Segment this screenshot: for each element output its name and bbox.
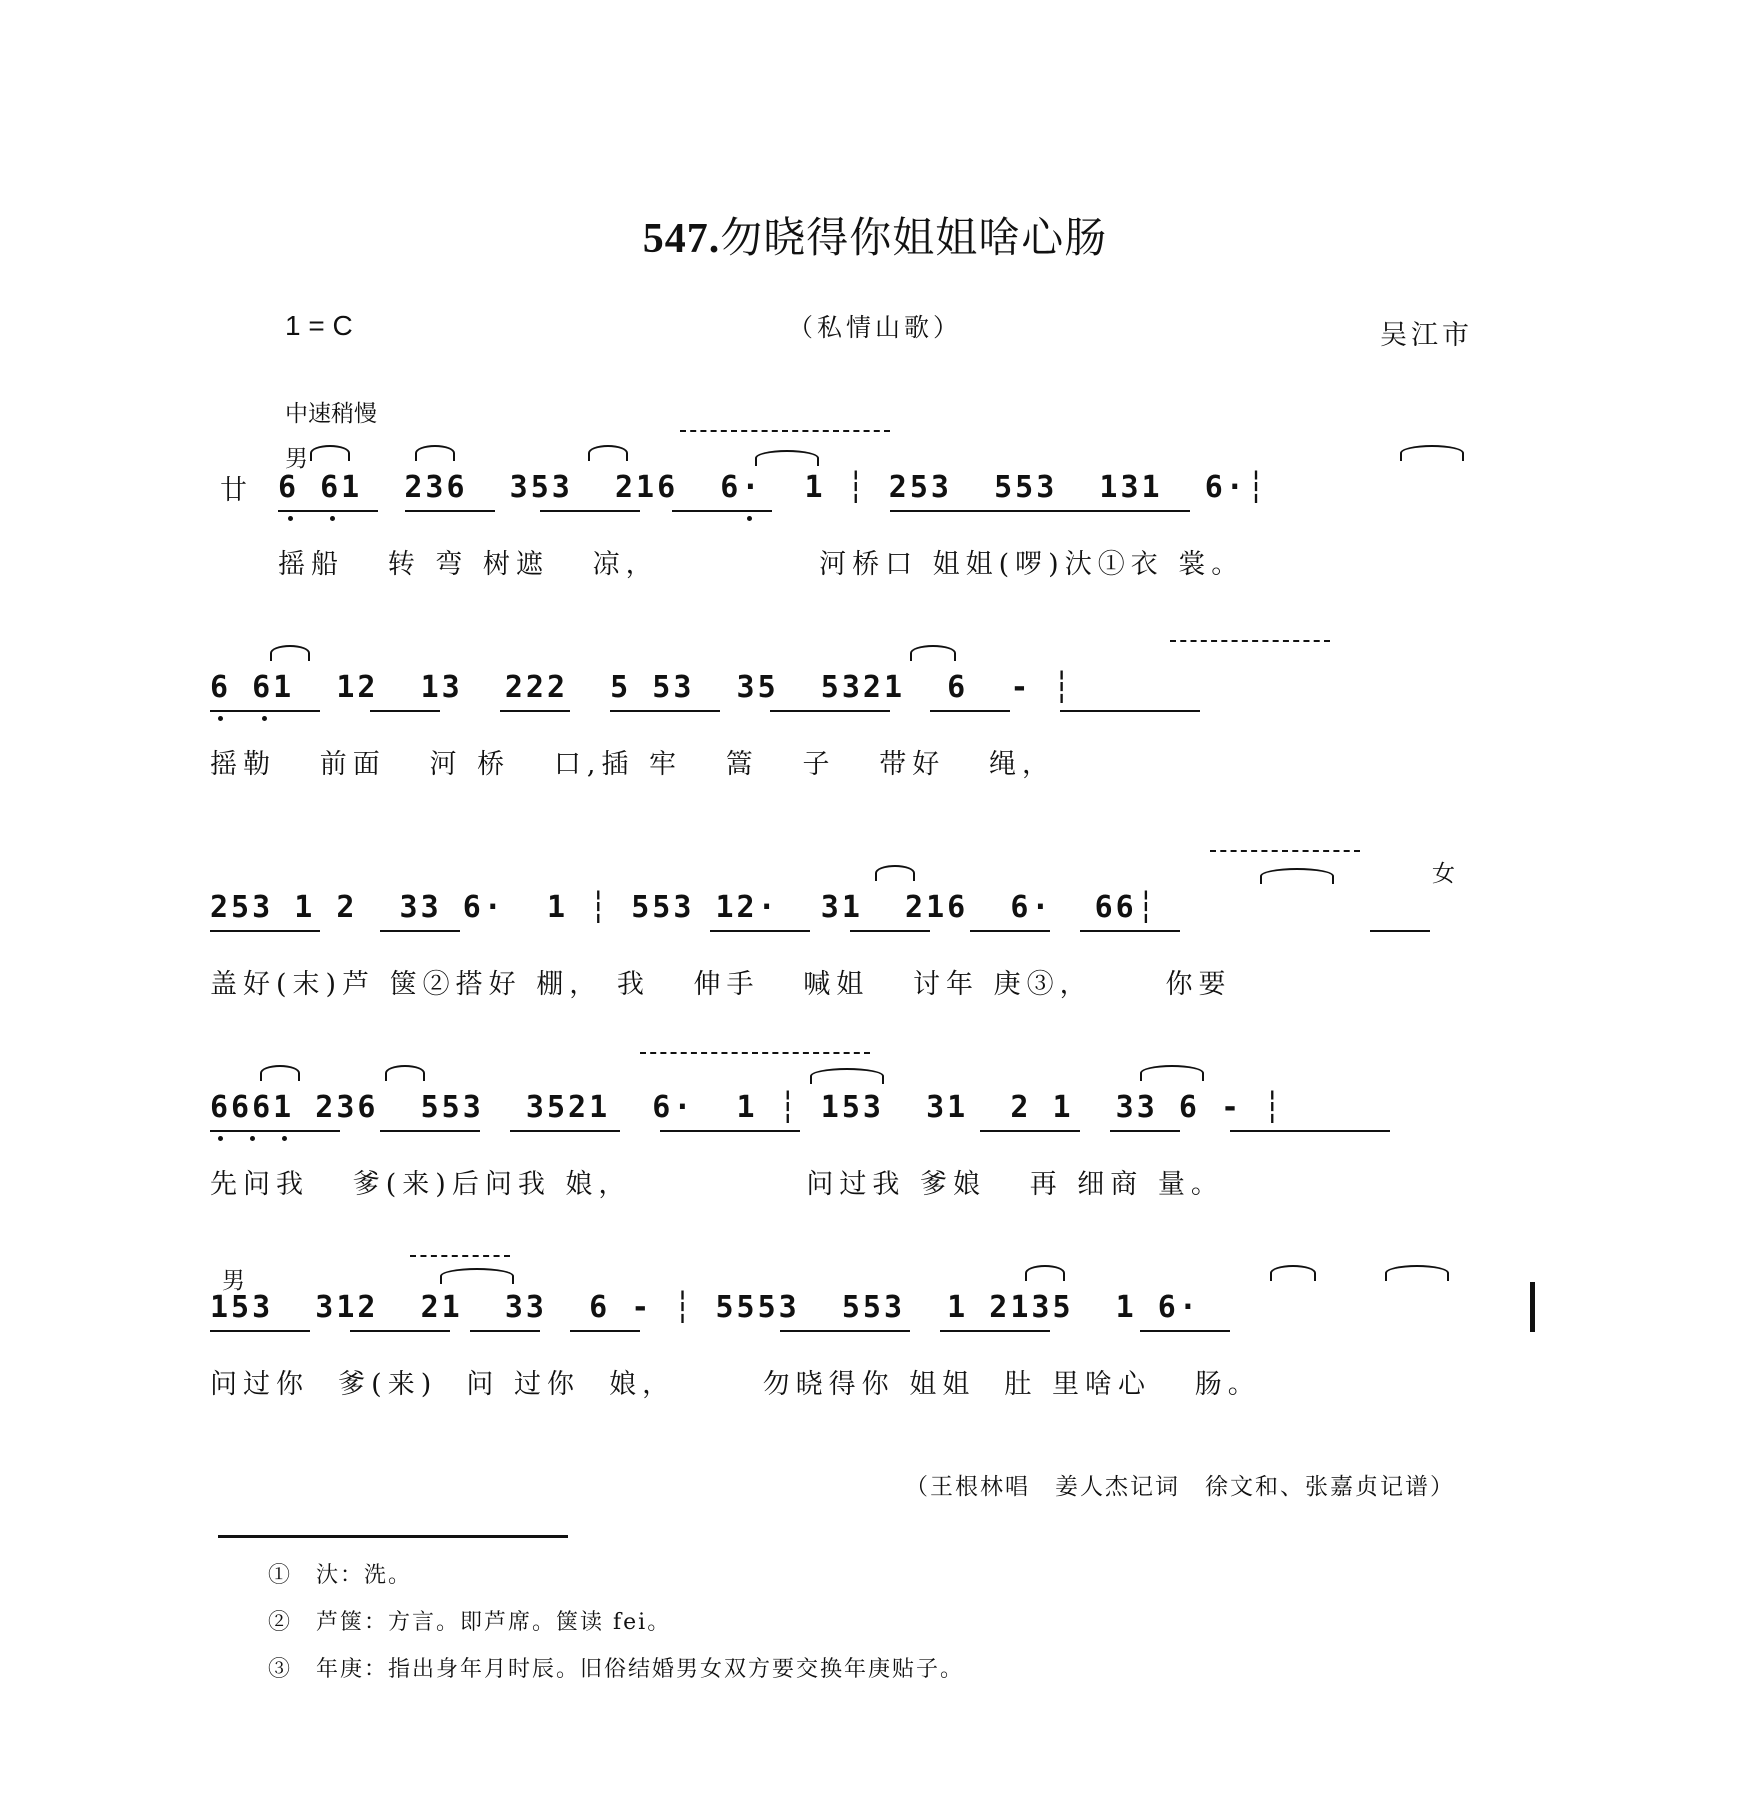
- beam: [930, 710, 1010, 712]
- region-label: 吴江市: [1380, 320, 1473, 351]
- music-system-5: [210, 1290, 1540, 1440]
- beam: [672, 510, 772, 512]
- beam: [350, 1330, 450, 1332]
- slur: [440, 1268, 514, 1284]
- footnote-1: ① 汏：洗。: [268, 1563, 413, 1588]
- lyrics-line: 问过你 爹(来) 问 过你 娘， 勿晓得你 姐姐 肚 里啥心 肠。: [210, 1369, 1261, 1400]
- voice-label-female: 女: [1432, 861, 1455, 887]
- slur: [1400, 445, 1464, 461]
- footnote-3: ③ 年庚：指出身年月时辰。旧俗结婚男女双方要交换年庚贴子。: [268, 1657, 965, 1682]
- lyrics-line: 先问我 爹(来)后问我 娘， 问过我 爹娘 再 细商 量。: [210, 1169, 1224, 1200]
- beam: [405, 510, 495, 512]
- beam: [980, 1130, 1080, 1132]
- slur: [415, 445, 455, 461]
- footnote-divider: [218, 1535, 568, 1538]
- music-system-3: [210, 890, 1540, 1040]
- notation-line: 6 61 236 353 216 6· 1 ┆ 253 553 131 6·┆: [278, 470, 1268, 505]
- final-barline: [1530, 1282, 1535, 1332]
- slur: [310, 445, 350, 461]
- beam: [710, 930, 810, 932]
- octave-dot: [218, 716, 223, 721]
- phrase-mark: [680, 430, 890, 444]
- notation-line: 6 61 12 13 222 5 53 35 5321 6 - ┆: [210, 670, 1074, 705]
- beam: [210, 1130, 340, 1132]
- slur: [1025, 1265, 1065, 1281]
- slur: [1270, 1265, 1316, 1281]
- music-system-1: [210, 470, 1540, 620]
- slur: [755, 450, 819, 466]
- slur: [270, 645, 310, 661]
- phrase-mark: [640, 1052, 870, 1066]
- slur: [1260, 868, 1334, 884]
- octave-dot: [250, 1136, 255, 1141]
- beam: [770, 710, 890, 712]
- slur: [1140, 1065, 1204, 1081]
- octave-dot: [330, 516, 335, 521]
- octave-dot: [218, 1136, 223, 1141]
- genre-label: （私情山歌）: [787, 313, 962, 342]
- slur: [810, 1068, 884, 1084]
- phrase-mark: [1210, 850, 1360, 864]
- page-title: [0, 205, 1750, 265]
- beam: [1230, 1130, 1390, 1132]
- beam: [210, 710, 320, 712]
- octave-dot: [288, 516, 293, 521]
- beam: [380, 930, 460, 932]
- notation-line: 153 312 21 33 6 - ┆ 5553 553 1 2135 1 6·: [210, 1290, 1200, 1325]
- beam: [570, 1330, 640, 1332]
- beam: [470, 1330, 540, 1332]
- lyrics-line: 摇船 转 弯 树遮 凉， 河桥口 姐姐(啰)汏①衣 裳。: [278, 549, 1245, 580]
- beam: [278, 510, 378, 512]
- slur: [1385, 1265, 1449, 1281]
- beam: [780, 1330, 910, 1332]
- notation-line: 253 1 2 33 6· 1 ┆ 553 12· 31 216 6· 66┆: [210, 890, 1158, 925]
- beam: [210, 930, 320, 932]
- beam: [500, 710, 570, 712]
- slur: [260, 1065, 300, 1081]
- key-signature: 1 = C: [285, 310, 353, 341]
- lyrics-line: 摇勒 前面 河 桥 口,插 牢 篙 子 带好 绳，: [210, 749, 1055, 780]
- beam: [970, 930, 1050, 932]
- slur: [385, 1065, 425, 1081]
- beam: [540, 510, 640, 512]
- beam: [210, 1330, 310, 1332]
- beam: [1370, 930, 1430, 932]
- beam: [380, 1130, 480, 1132]
- song-title: 勿晓得你姐姐啥心肠: [720, 213, 1108, 262]
- beam: [1110, 1130, 1180, 1132]
- performer-credit: （王根林唱 姜人杰记词 徐文和、张嘉贞记谱）: [905, 1474, 1455, 1500]
- music-system-2: [210, 670, 1540, 820]
- octave-dot: [282, 1136, 287, 1141]
- lyrics-line: 盖好(末)芦 箧②搭好 棚， 我 伸手 喊姐 讨年 庚③， 你要: [210, 969, 1232, 1000]
- phrase-mark: [410, 1255, 510, 1269]
- beam: [890, 510, 1190, 512]
- beam: [610, 710, 720, 712]
- tempo-marking: 中速稍慢: [285, 401, 377, 427]
- beam: [660, 1130, 800, 1132]
- slur: [910, 645, 956, 661]
- octave-dot: [262, 716, 267, 721]
- notation-line: 6661 236 553 3521 6· 1 ┆ 153 31 2 1 33 6 - ┆: [210, 1090, 1285, 1125]
- beam: [1140, 1330, 1230, 1332]
- footnote-2: ② 芦箧：方言。即芦席。箧读 fei。: [268, 1610, 672, 1635]
- beam: [370, 710, 440, 712]
- voice-label-male: 男: [285, 446, 308, 472]
- song-number: 547.: [642, 216, 721, 262]
- beam: [510, 1130, 620, 1132]
- system-marker: 廿: [220, 475, 247, 506]
- octave-dot: [747, 516, 752, 521]
- slur: [875, 865, 915, 881]
- music-system-4: [210, 1090, 1540, 1240]
- beam: [1060, 710, 1200, 712]
- beam: [850, 930, 930, 932]
- slur: [588, 445, 628, 461]
- beam: [1080, 930, 1180, 932]
- beam: [940, 1330, 1050, 1332]
- phrase-mark: [1170, 640, 1330, 654]
- voice-label-male-2: 男: [222, 1268, 245, 1294]
